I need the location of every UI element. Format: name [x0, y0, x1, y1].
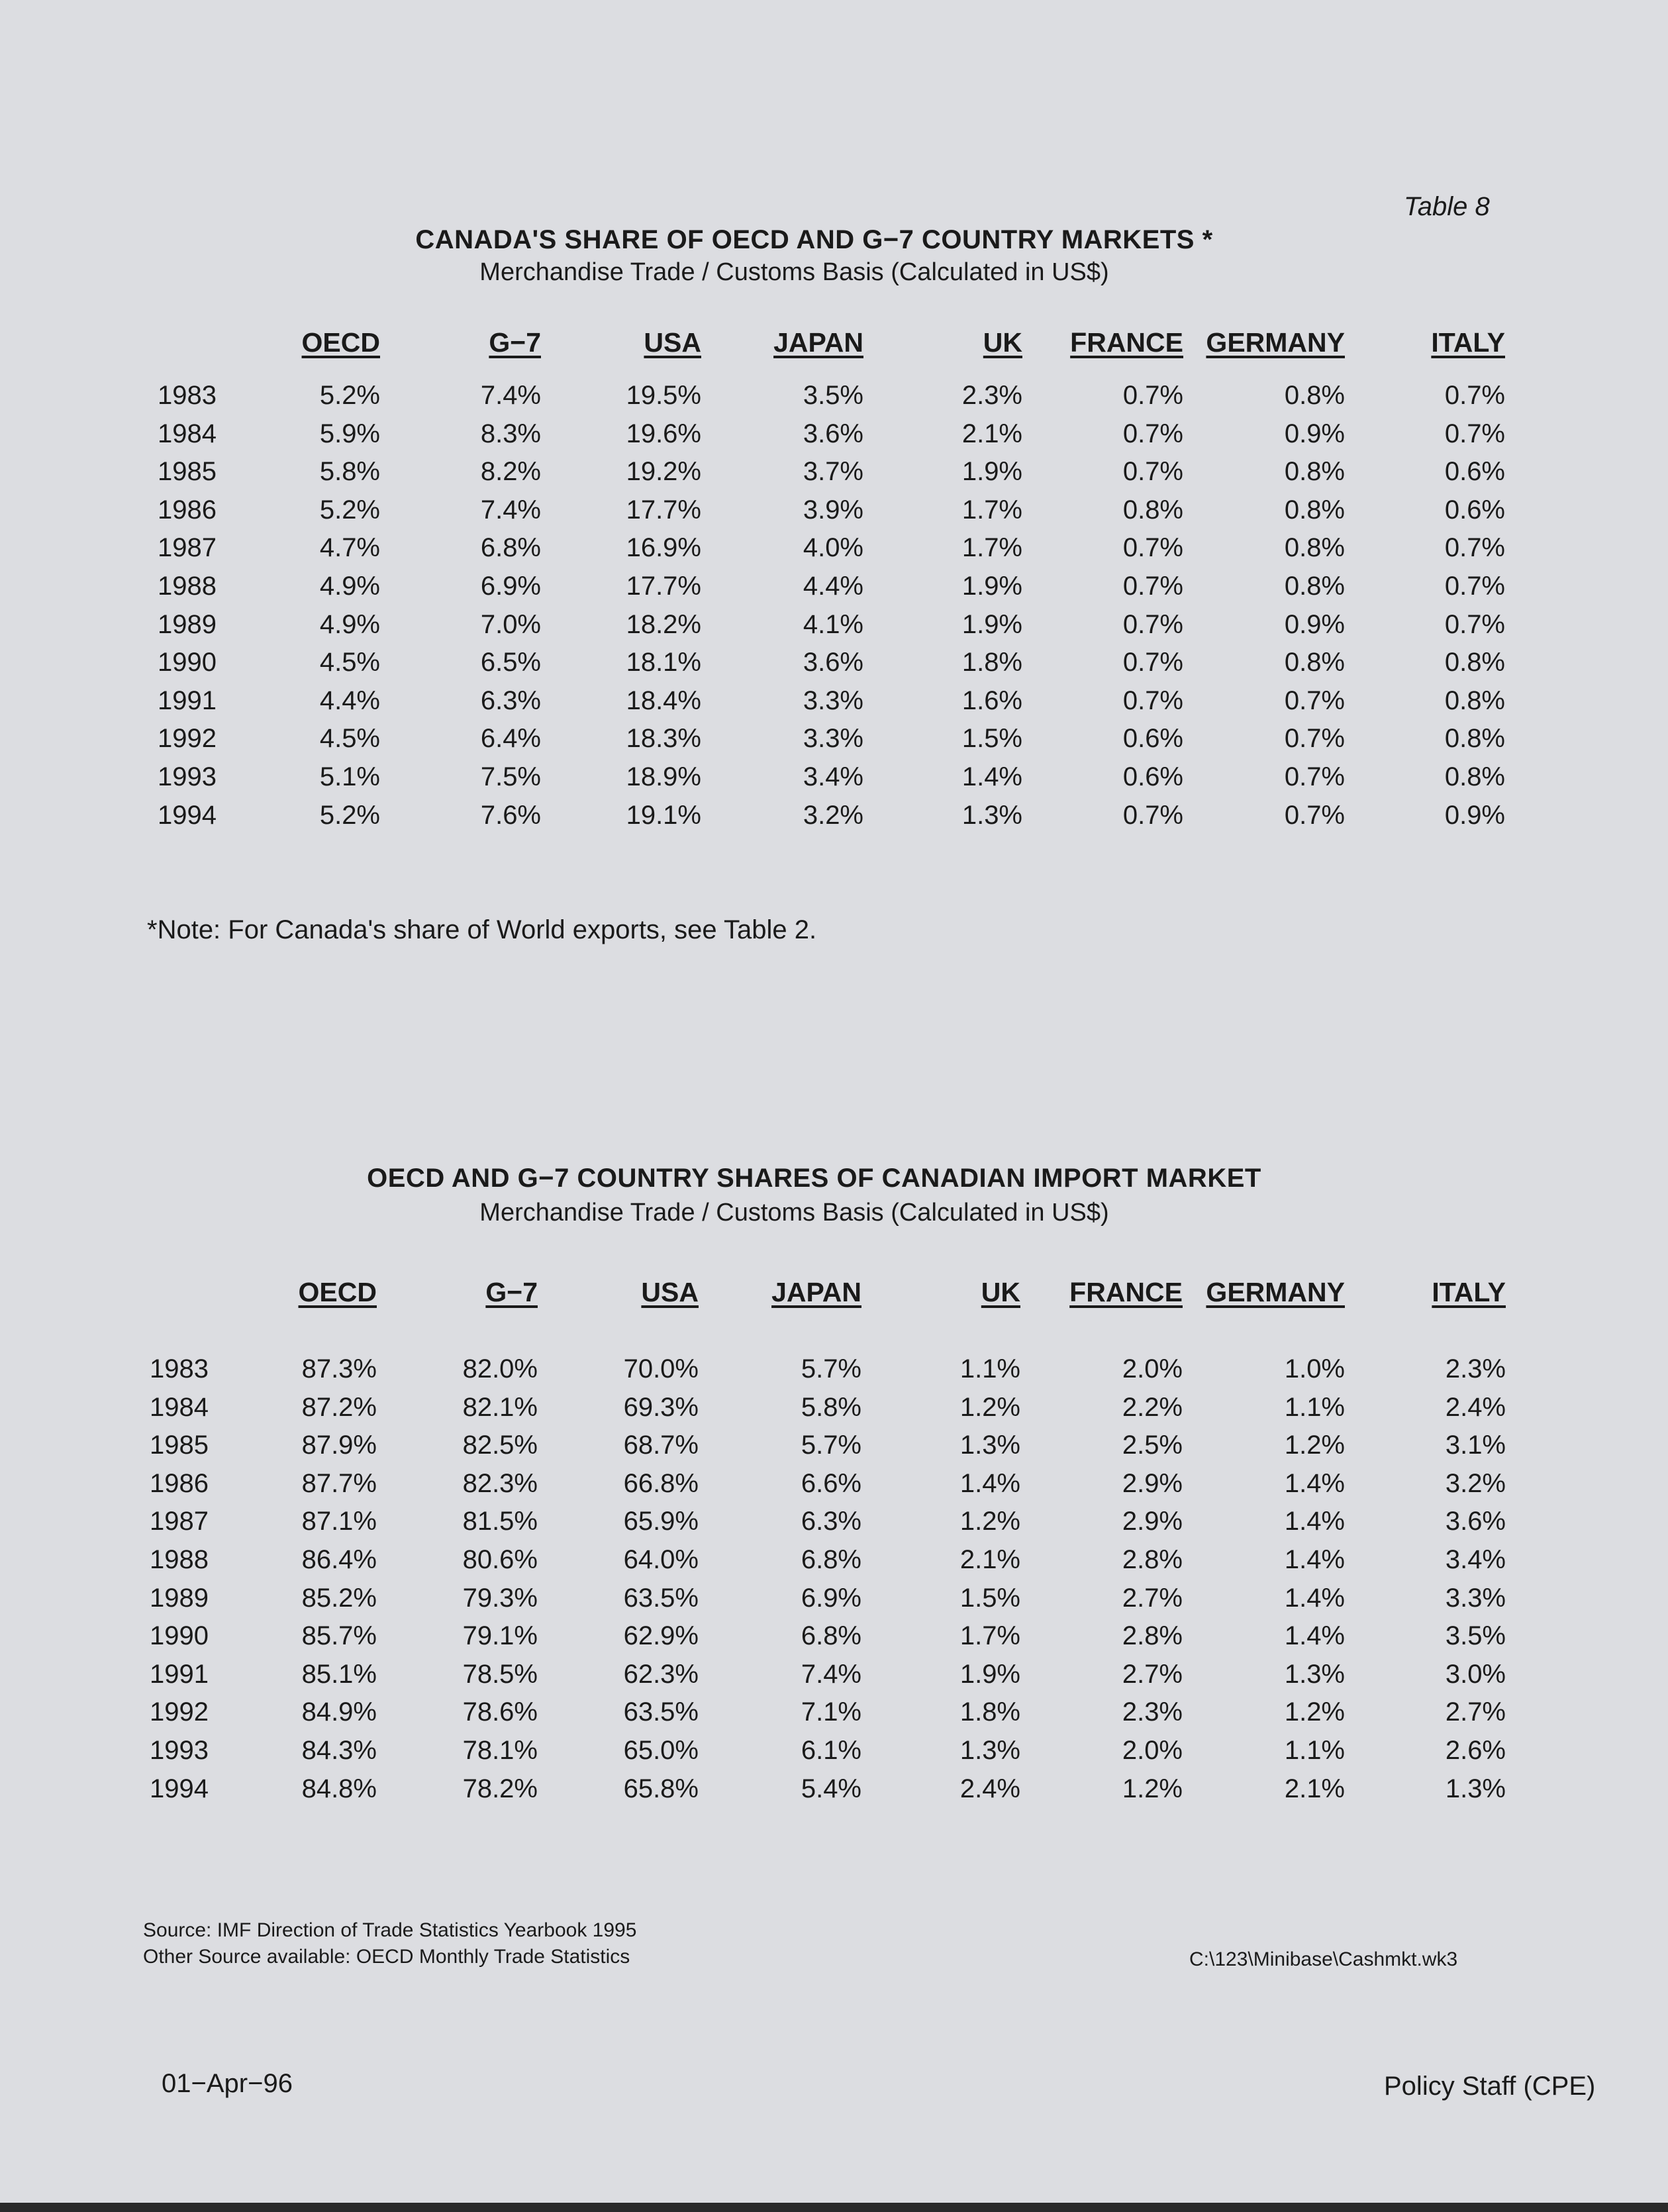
table-number-label: Table 8 — [1404, 192, 1490, 221]
cell-japan: 6.8% — [801, 1544, 861, 1574]
row-year: 1994 — [150, 1774, 209, 1803]
col-header-oecd: OECD — [301, 327, 380, 358]
cell-usa: 69.3% — [623, 1392, 699, 1422]
cell-usa: 70.0% — [623, 1354, 699, 1383]
table-row — [0, 1393, 1668, 1431]
footer-date: 01−Apr−96 — [162, 2069, 293, 2098]
cell-italy: 0.7% — [1444, 381, 1505, 410]
row-year: 1986 — [150, 1468, 209, 1498]
table-row — [0, 1660, 1668, 1698]
table-row — [0, 1774, 1668, 1813]
row-year: 1992 — [150, 1697, 209, 1727]
table1-subtitle: Merchandise Trade / Customs Basis (Calculated in US$) — [479, 258, 1109, 286]
cell-japan: 6.3% — [801, 1507, 861, 1536]
cell-france: 0.7% — [1122, 381, 1183, 410]
cell-oecd: 85.7% — [301, 1621, 377, 1651]
cell-japan: 5.4% — [801, 1774, 861, 1803]
cell-uk: 1.7% — [961, 495, 1022, 525]
footer-author: Policy Staff (CPE) — [1384, 2072, 1596, 2101]
col-header-japan: JAPAN — [773, 327, 863, 358]
cell-uk: 1.9% — [961, 609, 1022, 639]
cell-germany: 0.9% — [1284, 419, 1345, 448]
cell-italy: 1.3% — [1445, 1774, 1506, 1803]
cell-uk: 1.8% — [961, 648, 1022, 678]
cell-usa: 63.5% — [623, 1697, 699, 1727]
col-header-g7: G−7 — [485, 1277, 538, 1307]
cell-g7: 80.6% — [462, 1544, 538, 1574]
cell-oecd: 4.5% — [319, 648, 380, 678]
scan-edge — [0, 2203, 1668, 2212]
cell-france: 0.7% — [1122, 609, 1183, 639]
cell-g7: 8.2% — [480, 457, 541, 487]
cell-germany: 1.1% — [1284, 1392, 1345, 1422]
cell-uk: 1.8% — [959, 1697, 1020, 1727]
cell-japan: 3.4% — [803, 762, 863, 791]
cell-france: 2.3% — [1122, 1697, 1183, 1727]
table-row — [0, 648, 1668, 686]
cell-italy: 0.8% — [1444, 685, 1505, 715]
cell-uk: 1.7% — [959, 1621, 1020, 1651]
col-header-g7: G−7 — [489, 327, 541, 358]
col-header-italy: ITALY — [1431, 327, 1505, 358]
cell-japan: 6.8% — [801, 1621, 861, 1651]
cell-uk: 1.9% — [961, 571, 1022, 601]
col-header-france: FRANCE — [1069, 1277, 1183, 1307]
cell-g7: 79.3% — [462, 1583, 538, 1613]
cell-france: 0.7% — [1122, 533, 1183, 563]
cell-usa: 64.0% — [623, 1544, 699, 1574]
table2-title: OECD AND G−7 COUNTRY SHARES OF CANADIAN IMPORT MARKET — [367, 1164, 1261, 1193]
cell-germany: 0.8% — [1284, 381, 1345, 410]
cell-usa: 18.2% — [626, 609, 701, 639]
cell-oecd: 4.9% — [319, 571, 380, 601]
row-year: 1987 — [158, 533, 217, 563]
cell-g7: 82.0% — [462, 1354, 538, 1383]
cell-uk: 1.5% — [961, 724, 1022, 754]
cell-france: 0.7% — [1122, 800, 1183, 830]
cell-g7: 78.2% — [462, 1774, 538, 1803]
table-row — [0, 1507, 1668, 1545]
col-header-japan: JAPAN — [771, 1277, 861, 1307]
cell-oecd: 84.9% — [301, 1697, 377, 1727]
cell-oecd: 87.3% — [301, 1354, 377, 1383]
cell-uk: 2.1% — [961, 419, 1022, 448]
cell-usa: 63.5% — [623, 1583, 699, 1613]
cell-italy: 0.6% — [1444, 457, 1505, 487]
cell-japan: 4.0% — [803, 533, 863, 563]
cell-usa: 65.9% — [623, 1507, 699, 1536]
cell-japan: 7.1% — [801, 1697, 861, 1727]
cell-g7: 6.9% — [480, 571, 541, 601]
file-path: C:\123\Minibase\Cashmkt.wk3 — [1189, 1948, 1458, 1970]
source-line: Source: IMF Direction of Trade Statistics Yearbook 1995 — [143, 1919, 637, 1941]
cell-italy: 0.7% — [1444, 533, 1505, 563]
cell-oecd: 5.2% — [319, 800, 380, 830]
cell-g7: 78.1% — [462, 1735, 538, 1765]
cell-italy: 3.0% — [1445, 1659, 1506, 1689]
cell-japan: 6.1% — [801, 1735, 861, 1765]
cell-france: 2.9% — [1122, 1468, 1183, 1498]
cell-japan: 3.9% — [803, 495, 863, 525]
cell-usa: 19.6% — [626, 419, 701, 448]
row-year: 1988 — [158, 571, 217, 601]
cell-uk: 1.9% — [959, 1659, 1020, 1689]
cell-g7: 8.3% — [480, 419, 541, 448]
cell-g7: 79.1% — [462, 1621, 538, 1651]
cell-italy: 0.6% — [1444, 495, 1505, 525]
row-year: 1992 — [158, 724, 217, 754]
table2-header-row — [0, 1277, 1668, 1317]
cell-germany: 0.8% — [1284, 571, 1345, 601]
cell-germany: 0.7% — [1284, 724, 1345, 754]
cell-oecd: 85.2% — [301, 1583, 377, 1613]
cell-japan: 7.4% — [801, 1659, 861, 1689]
cell-germany: 0.8% — [1284, 648, 1345, 678]
cell-italy: 0.8% — [1444, 724, 1505, 754]
cell-oecd: 5.2% — [319, 495, 380, 525]
row-year: 1993 — [158, 762, 217, 791]
cell-uk: 1.1% — [959, 1354, 1020, 1383]
col-header-oecd: OECD — [298, 1277, 377, 1307]
cell-france: 2.0% — [1122, 1354, 1183, 1383]
table-row — [0, 801, 1668, 839]
cell-oecd: 4.5% — [319, 724, 380, 754]
cell-italy: 0.8% — [1444, 648, 1505, 678]
cell-italy: 0.7% — [1444, 609, 1505, 639]
cell-g7: 6.5% — [480, 648, 541, 678]
cell-oecd: 5.1% — [319, 762, 380, 791]
cell-oecd: 5.8% — [319, 457, 380, 487]
table-row — [0, 1469, 1668, 1507]
cell-japan: 3.3% — [803, 685, 863, 715]
cell-italy: 2.3% — [1445, 1354, 1506, 1383]
cell-france: 2.9% — [1122, 1507, 1183, 1536]
cell-germany: 0.8% — [1284, 495, 1345, 525]
table-row — [0, 1354, 1668, 1393]
cell-japan: 3.3% — [803, 724, 863, 754]
table2-subtitle: Merchandise Trade / Customs Basis (Calculated in US$) — [479, 1199, 1109, 1227]
cell-france: 0.7% — [1122, 571, 1183, 601]
cell-usa: 18.4% — [626, 685, 701, 715]
cell-g7: 7.5% — [480, 762, 541, 791]
cell-g7: 82.5% — [462, 1431, 538, 1460]
cell-japan: 6.6% — [801, 1468, 861, 1498]
table-row — [0, 381, 1668, 419]
row-year: 1991 — [158, 685, 217, 715]
col-header-italy: ITALY — [1432, 1277, 1506, 1307]
table-row — [0, 572, 1668, 610]
row-year: 1984 — [158, 419, 217, 448]
cell-italy: 3.6% — [1445, 1507, 1506, 1536]
cell-uk: 1.2% — [959, 1392, 1020, 1422]
cell-g7: 78.5% — [462, 1659, 538, 1689]
table2-body — [0, 1354, 1668, 1812]
other-source-line: Other Source available: OECD Monthly Trade Statistics — [143, 1946, 630, 1968]
cell-oecd: 87.2% — [301, 1392, 377, 1422]
table-row — [0, 686, 1668, 725]
row-year: 1983 — [158, 381, 217, 410]
cell-oecd: 5.2% — [319, 381, 380, 410]
cell-uk: 1.4% — [959, 1468, 1020, 1498]
cell-france: 2.5% — [1122, 1431, 1183, 1460]
col-header-france: FRANCE — [1070, 327, 1183, 358]
cell-usa: 16.9% — [626, 533, 701, 563]
cell-usa: 62.9% — [623, 1621, 699, 1651]
cell-usa: 18.3% — [626, 724, 701, 754]
cell-japan: 3.2% — [803, 800, 863, 830]
row-year: 1994 — [158, 800, 217, 830]
table-row — [0, 1584, 1668, 1622]
cell-italy: 2.7% — [1445, 1697, 1506, 1727]
cell-france: 2.7% — [1122, 1659, 1183, 1689]
cell-germany: 1.1% — [1284, 1735, 1345, 1765]
cell-g7: 82.1% — [462, 1392, 538, 1422]
table-row — [0, 419, 1668, 458]
cell-usa: 19.5% — [626, 381, 701, 410]
cell-usa: 62.3% — [623, 1659, 699, 1689]
cell-g7: 6.8% — [480, 533, 541, 563]
table1-title: CANADA'S SHARE OF OECD AND G−7 COUNTRY MARKETS * — [415, 225, 1213, 254]
table-row — [0, 495, 1668, 534]
row-year: 1984 — [150, 1392, 209, 1422]
cell-italy: 0.7% — [1444, 571, 1505, 601]
cell-germany: 1.2% — [1284, 1431, 1345, 1460]
cell-uk: 1.4% — [961, 762, 1022, 791]
cell-usa: 65.0% — [623, 1735, 699, 1765]
table-row — [0, 1431, 1668, 1469]
cell-oecd: 4.4% — [319, 685, 380, 715]
table1-note: *Note: For Canada's share of World exports, see Table 2. — [147, 915, 817, 944]
cell-uk: 1.7% — [961, 533, 1022, 563]
cell-usa: 17.7% — [626, 571, 701, 601]
cell-italy: 3.4% — [1445, 1544, 1506, 1574]
cell-france: 2.8% — [1122, 1621, 1183, 1651]
cell-italy: 3.3% — [1445, 1583, 1506, 1613]
cell-germany: 0.9% — [1284, 609, 1345, 639]
cell-usa: 66.8% — [623, 1468, 699, 1498]
row-year: 1985 — [158, 457, 217, 487]
cell-uk: 1.9% — [961, 457, 1022, 487]
cell-g7: 7.6% — [480, 800, 541, 830]
cell-japan: 5.7% — [801, 1431, 861, 1460]
cell-usa: 18.1% — [626, 648, 701, 678]
cell-germany: 0.7% — [1284, 762, 1345, 791]
row-year: 1990 — [150, 1621, 209, 1651]
cell-germany: 1.4% — [1284, 1507, 1345, 1536]
cell-france: 0.6% — [1122, 762, 1183, 791]
cell-france: 2.0% — [1122, 1735, 1183, 1765]
row-year: 1988 — [150, 1544, 209, 1574]
cell-japan: 4.1% — [803, 609, 863, 639]
cell-uk: 1.5% — [959, 1583, 1020, 1613]
table-row — [0, 533, 1668, 572]
cell-germany: 0.8% — [1284, 457, 1345, 487]
cell-oecd: 84.3% — [301, 1735, 377, 1765]
cell-france: 0.7% — [1122, 419, 1183, 448]
cell-usa: 17.7% — [626, 495, 701, 525]
cell-oecd: 86.4% — [301, 1544, 377, 1574]
col-header-uk: UK — [981, 1277, 1020, 1307]
cell-germany: 1.4% — [1284, 1621, 1345, 1651]
cell-usa: 65.8% — [623, 1774, 699, 1803]
table1-header-row — [0, 327, 1668, 367]
cell-uk: 2.1% — [959, 1544, 1020, 1574]
table-row — [0, 457, 1668, 495]
cell-oecd: 4.9% — [319, 609, 380, 639]
table-row — [0, 762, 1668, 801]
col-header-germany: GERMANY — [1206, 327, 1345, 358]
cell-france: 2.8% — [1122, 1544, 1183, 1574]
cell-japan: 3.7% — [803, 457, 863, 487]
row-year: 1985 — [150, 1431, 209, 1460]
cell-g7: 81.5% — [462, 1507, 538, 1536]
cell-germany: 2.1% — [1284, 1774, 1345, 1803]
cell-usa: 19.2% — [626, 457, 701, 487]
cell-germany: 1.0% — [1284, 1354, 1345, 1383]
cell-italy: 3.2% — [1445, 1468, 1506, 1498]
col-header-usa: USA — [641, 1277, 699, 1307]
cell-italy: 0.9% — [1444, 800, 1505, 830]
cell-france: 2.7% — [1122, 1583, 1183, 1613]
cell-g7: 7.4% — [480, 495, 541, 525]
cell-germany: 1.3% — [1284, 1659, 1345, 1689]
cell-g7: 82.3% — [462, 1468, 538, 1498]
cell-japan: 3.6% — [803, 419, 863, 448]
cell-japan: 5.8% — [801, 1392, 861, 1422]
cell-oecd: 87.7% — [301, 1468, 377, 1498]
cell-oecd: 87.9% — [301, 1431, 377, 1460]
cell-oecd: 84.8% — [301, 1774, 377, 1803]
cell-italy: 2.4% — [1445, 1392, 1506, 1422]
cell-germany: 0.8% — [1284, 533, 1345, 563]
cell-germany: 0.7% — [1284, 800, 1345, 830]
cell-france: 0.7% — [1122, 457, 1183, 487]
row-year: 1983 — [150, 1354, 209, 1383]
row-year: 1989 — [150, 1583, 209, 1613]
table-row — [0, 1545, 1668, 1584]
cell-oecd: 4.7% — [319, 533, 380, 563]
table-row — [0, 610, 1668, 648]
table-row — [0, 1621, 1668, 1660]
col-header-germany: GERMANY — [1206, 1277, 1345, 1307]
row-year: 1987 — [150, 1507, 209, 1536]
cell-france: 0.7% — [1122, 648, 1183, 678]
cell-germany: 1.4% — [1284, 1544, 1345, 1574]
table-row — [0, 724, 1668, 762]
cell-japan: 3.5% — [803, 381, 863, 410]
cell-france: 0.8% — [1122, 495, 1183, 525]
cell-oecd: 87.1% — [301, 1507, 377, 1536]
table-row — [0, 1697, 1668, 1736]
cell-italy: 3.1% — [1445, 1431, 1506, 1460]
cell-japan: 3.6% — [803, 648, 863, 678]
row-year: 1993 — [150, 1735, 209, 1765]
cell-italy: 0.8% — [1444, 762, 1505, 791]
cell-germany: 0.7% — [1284, 685, 1345, 715]
cell-france: 2.2% — [1122, 1392, 1183, 1422]
col-header-usa: USA — [644, 327, 701, 358]
col-header-uk: UK — [983, 327, 1022, 358]
table1-body — [0, 381, 1668, 838]
row-year: 1991 — [150, 1659, 209, 1689]
cell-g7: 6.4% — [480, 724, 541, 754]
cell-france: 0.6% — [1122, 724, 1183, 754]
cell-oecd: 85.1% — [301, 1659, 377, 1689]
cell-germany: 1.2% — [1284, 1697, 1345, 1727]
cell-uk: 1.3% — [959, 1431, 1020, 1460]
row-year: 1989 — [158, 609, 217, 639]
cell-germany: 1.4% — [1284, 1583, 1345, 1613]
cell-usa: 68.7% — [623, 1431, 699, 1460]
cell-g7: 7.4% — [480, 381, 541, 410]
cell-oecd: 5.9% — [319, 419, 380, 448]
cell-uk: 1.6% — [961, 685, 1022, 715]
cell-france: 1.2% — [1122, 1774, 1183, 1803]
cell-usa: 18.9% — [626, 762, 701, 791]
cell-japan: 6.9% — [801, 1583, 861, 1613]
cell-usa: 19.1% — [626, 800, 701, 830]
cell-italy: 3.5% — [1445, 1621, 1506, 1651]
cell-uk: 1.3% — [959, 1735, 1020, 1765]
cell-japan: 4.4% — [803, 571, 863, 601]
cell-uk: 1.2% — [959, 1507, 1020, 1536]
cell-g7: 7.0% — [480, 609, 541, 639]
row-year: 1990 — [158, 648, 217, 678]
table-row — [0, 1736, 1668, 1774]
cell-italy: 2.6% — [1445, 1735, 1506, 1765]
cell-uk: 2.3% — [961, 381, 1022, 410]
row-year: 1986 — [158, 495, 217, 525]
cell-germany: 1.4% — [1284, 1468, 1345, 1498]
cell-g7: 6.3% — [480, 685, 541, 715]
cell-italy: 0.7% — [1444, 419, 1505, 448]
cell-uk: 1.3% — [961, 800, 1022, 830]
cell-japan: 5.7% — [801, 1354, 861, 1383]
cell-g7: 78.6% — [462, 1697, 538, 1727]
cell-uk: 2.4% — [959, 1774, 1020, 1803]
cell-france: 0.7% — [1122, 685, 1183, 715]
